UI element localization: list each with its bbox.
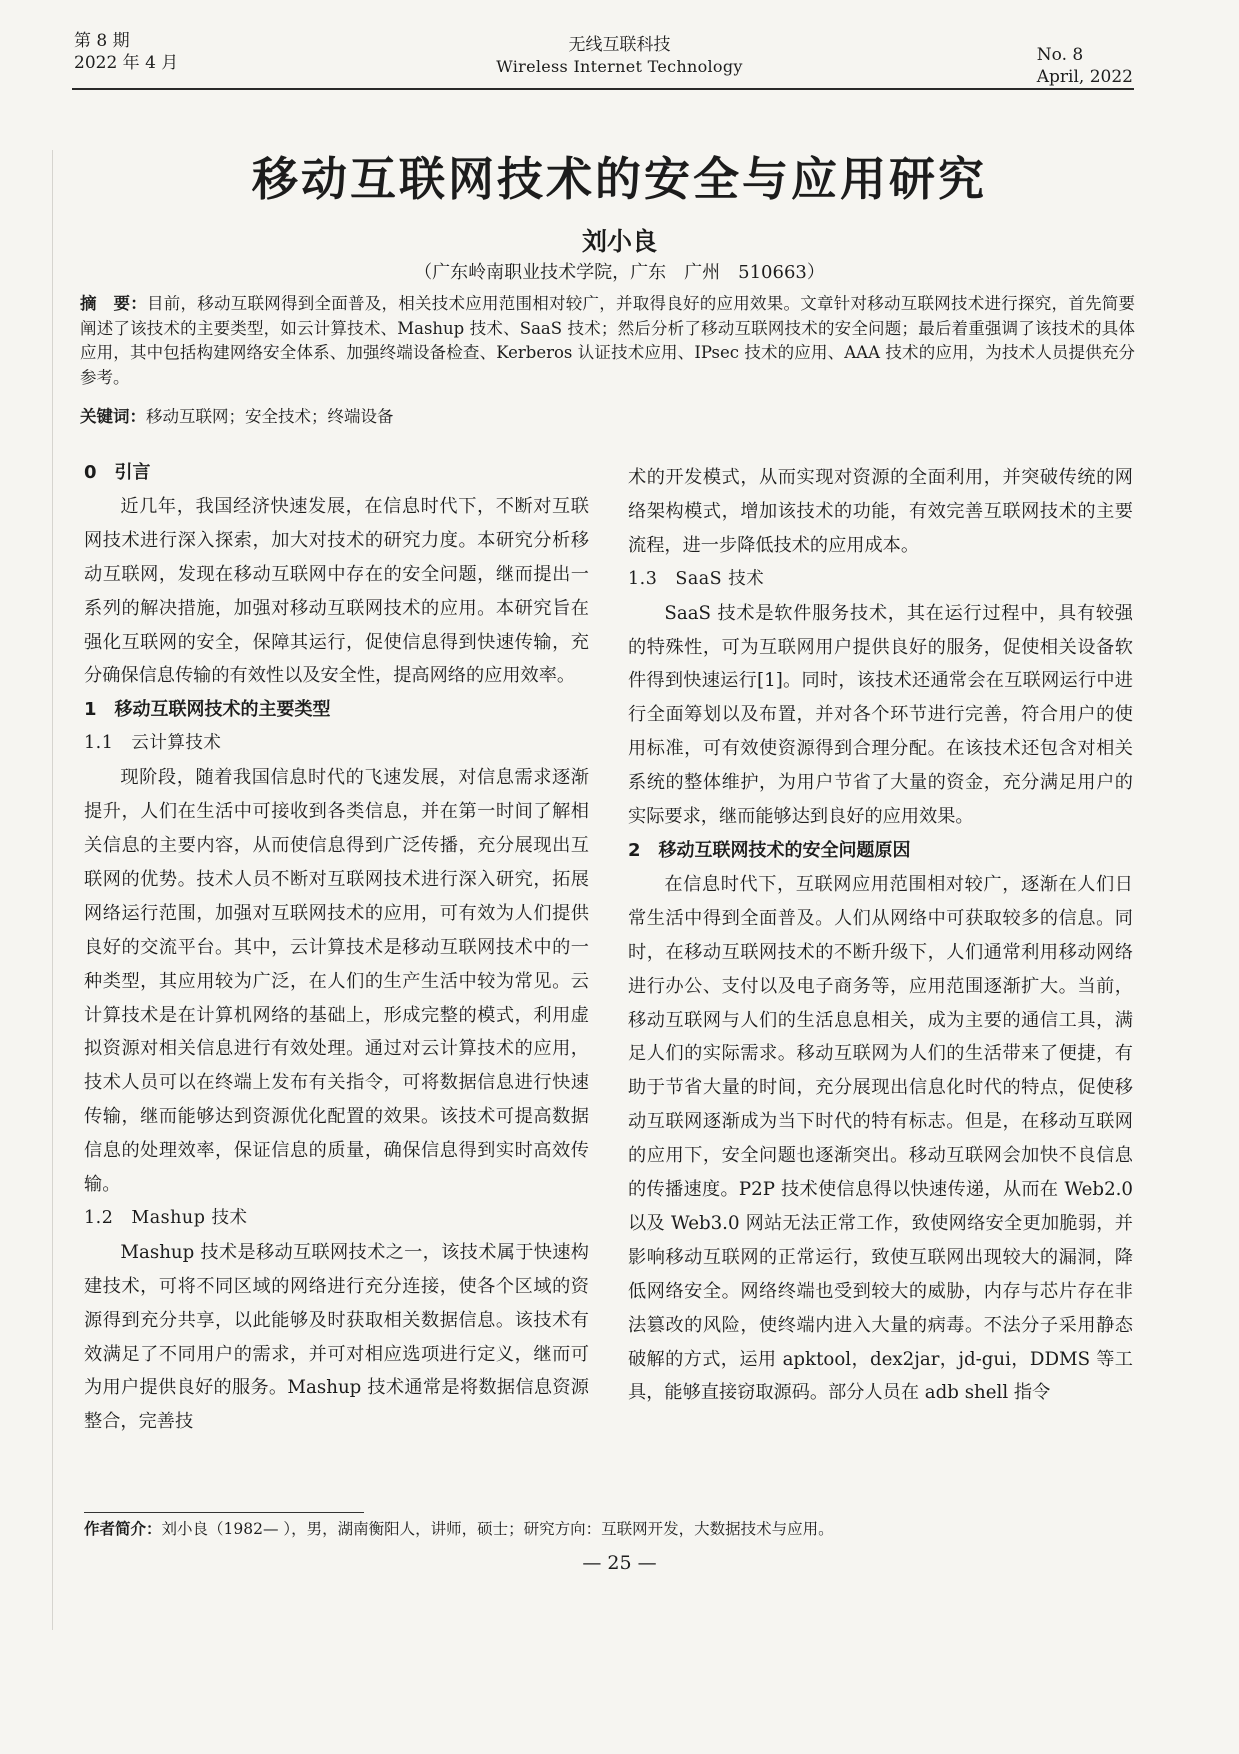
paragraph: SaaS 技术是软件服务技术，其在运行过程中，具有较强的特殊性，可为互联网用户提供良好的服务，促使相关设备软件得到快速运行[1]。同时，该技术还通常会在互联网运行中进行全面筹划以及布置，并对各个环节进行完善，符合用户的使用标准，可有效使资源得到合理分配。在该技术还包含对相关系统的整体维护，为用户节省了大量的资金，充分满足用户的实际要求，继而能够达到良好的应用效果。 [628, 602, 1133, 828]
issue-en: No. 8 [1036, 45, 1084, 65]
page-number: — 25 — [582, 1552, 657, 1574]
section-heading: 0 引言 [84, 462, 151, 483]
abstract-text: 目前，移动互联网得到全面普及，相关技术应用范围相对较广，并取得良好的应用效果。文章针对移动互联网技术进行探究，首先简要阐述了该技术的主要类型，如云计算技术、Mashup 技术、SaaS 技术；然后分析了移动互联网技术的安全问题；最后着重强调了该技术的具体应用，其中包括构建网络安全体系、加强终端设备检查、Kerberos 认证技术应用、IPsec 技术的应用、AAA 技术的应用，为技术人员提供充分参考。 [80, 294, 1135, 387]
issue-cn: 第 8 期 [74, 31, 130, 51]
subsection-heading: 1.3 SaaS 技术 [628, 568, 765, 589]
paragraph-continued: 术的开发模式，从而实现对资源的全面利用，并突破传统的网络架构模式，增加该技术的功能，有效完善互联网技术的主要流程，进一步降低技术的应用成本。 [628, 467, 1133, 556]
date-en: April, 2022 [1036, 67, 1133, 87]
keywords [80, 405, 1135, 429]
section-heading: 2 移动互联网技术的安全问题原因 [628, 839, 911, 861]
header-rule [72, 88, 1134, 90]
author-affiliation: （广东岭南职业技术学院，广东 广州 510663） [414, 262, 825, 283]
keywords-label: 关键词： [80, 407, 146, 426]
keywords-text: 移动互联网；安全技术；终端设备 [146, 407, 394, 426]
paragraph: Mashup 技术是移动互联网技术之一，该技术属于快速构建技术，可将不同区域的网络进行充分连接，使各个区域的资源得到充分共享，以此能够及时获取相关数据信息。该技术有效满足了不同用户的需求，并可对相应选项进行定义，继而可为用户提供良好的服务。Mashup 技术通常是将数据信息资源整合，完善技 [84, 1241, 589, 1433]
paper-title: 移动互联网技术的安全与应用研究 [252, 152, 987, 206]
author-footnote [84, 1518, 834, 1540]
footnote-label: 作者简介： [84, 1520, 162, 1538]
date-cn: 2022 年 4 月 [74, 53, 179, 73]
paragraph: 近几年，我国经济快速发展，在信息时代下，不断对互联网技术进行深入探索，加大对技术的研究力度。本研究分析移动互联网，发现在移动互联网中存在的安全问题，继而提出一系列的解决措施，加强对移动互联网技术的应用。本研究旨在强化互联网的安全，保障其运行，促使信息得到快速传输，充分确保信息传输的有效性以及安全性，提高网络的应用效率。 [84, 495, 589, 687]
subsection-heading: 1.2 Mashup 技术 [84, 1207, 248, 1228]
journal-name-en: Wireless Internet Technology [496, 57, 743, 76]
author-name: 刘小良 [581, 227, 657, 256]
subsection-heading: 1.1 云计算技术 [84, 733, 222, 754]
right-column [628, 461, 1133, 1410]
paragraph: 在信息时代下，互联网应用范围相对较广，逐渐在人们日常生活中得到全面普及。人们从网络中可获取较多的信息。同时，在移动互联网技术的不断升级下，人们通常利用移动网络进行办公、支付以及电子商务等，应用范围逐渐扩大。当前，移动互联网与人们的生活息息相关，成为主要的通信工具，满足人们的实际需求。移动互联网为人们的生活带来了便捷，有助于节省大量的时间，充分展现出信息化时代的特点，促使移动互联网逐渐成为当下时代的特有标志。但是，在移动互联网的应用下，安全问题也逐渐突出。移动互联网会加快不良信息的传播速度。P2P 技术使信息得以快速传递，从而在 Web2.0 以及 Web3.0 网站无法正常工作，致使网络安全更加脆弱，并影响移动互联网的正常运行，致使互联网出现较大的漏洞，降低网络安全。网络终端也受到较大的威胁，内存与芯片存在非法篡改的风险，使终端内进入大量的病毒。不法分子采用静态破解的方式，运用 apktool，dex2jar，jd-gui，DDMS 等工具，能够直接窃取源码。部分人员在 adb shell 指令 [628, 873, 1133, 1404]
scan-margin-line [52, 150, 53, 1630]
abstract-label: 摘 要： [80, 294, 147, 313]
header-right [1037, 44, 1133, 88]
journal-name-cn: 无线互联科技 [568, 35, 671, 55]
footnote-text: 刘小良（1982— ），男，湖南衡阳人，讲师，硕士；研究方向：互联网开发，大数据技术与应用。 [161, 1520, 834, 1538]
footnote-rule [84, 1512, 364, 1513]
left-column [84, 456, 589, 1439]
abstract [80, 292, 1135, 390]
paragraph: 现阶段，随着我国信息时代的飞速发展，对信息需求逐渐提升，人们在生活中可接收到各类信息，并在第一时间了解相关信息的主要内容，从而使信息得到广泛传播，充分展现出互联网的优势。技术人员不断对互联网技术进行深入研究，拓展网络运行范围，加强对互联网技术的应用，可有效为人们提供良好的交流平台。其中，云计算技术是移动互联网技术中的一种类型，其应用较为广泛，在人们的生产生活中较为常见。云计算技术是在计算机网络的基础上，形成完整的模式，利用虚拟资源对相关信息进行有效处理。通过对云计算技术的应用，技术人员可以在终端上发布有关指令，可将数据信息进行快速传输，继而能够达到资源优化配置的效果。该技术可提高数据信息的处理效率，保证信息的质量，确保信息得到实时高效传输。 [84, 767, 589, 1196]
section-heading: 1 移动互联网技术的主要类型 [84, 699, 331, 721]
